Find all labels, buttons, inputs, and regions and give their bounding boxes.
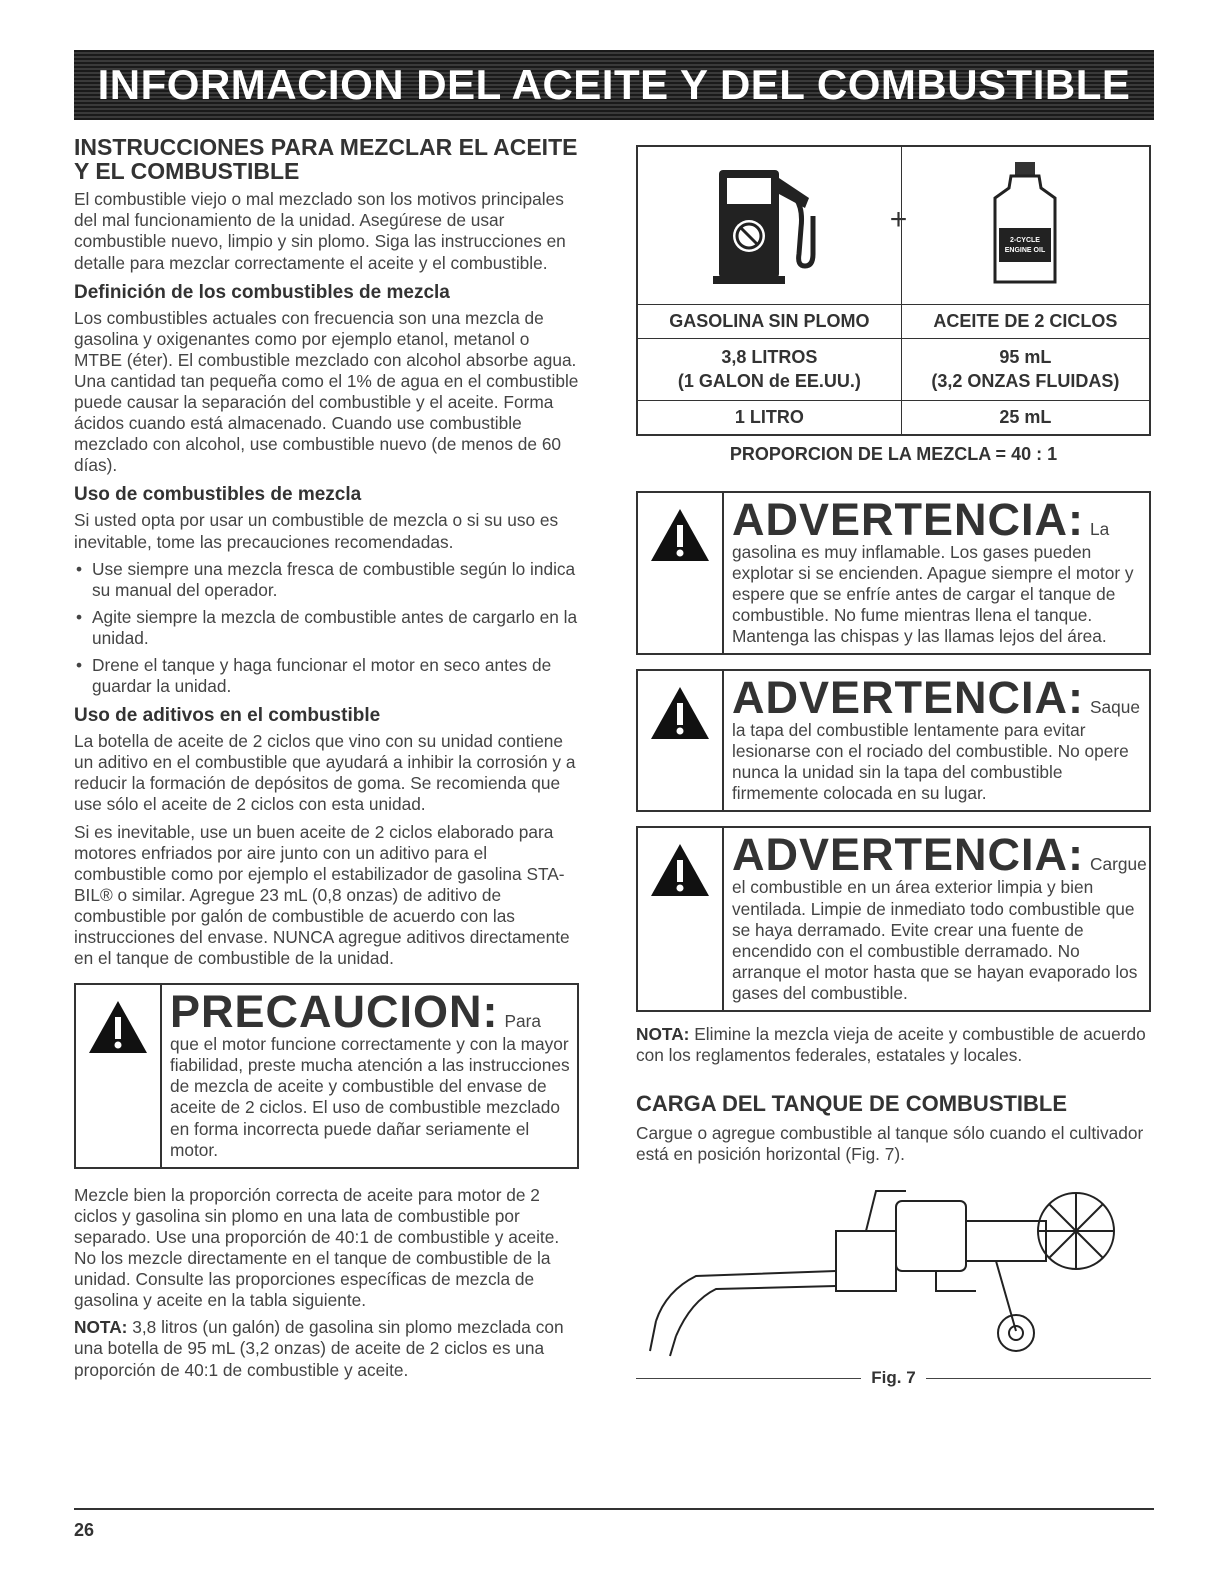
right-note [636,1024,1151,1066]
bottle-label-line-1: 2-CYCLE [1010,237,1041,244]
table-cell-line: 95 mL [999,347,1052,367]
fill-tank-heading: CARGA DEL TANQUE DE COMBUSTIBLE [636,1091,1068,1117]
caption-rule [636,1378,861,1379]
table-cell-line: 3,8 LITROS [721,347,818,367]
mix-paragraph: Mezcle bien la proporción correcta de aceite para motor de 2 ciclos y gasolina sin plomo en una lata de combustible por separado. Use una proporción de 40:1 de combustible y aceite. No los mezcle directamente en el tanque de combustible de la unidad. Consulte las proporciones específicas de mezcla de gasolina y aceite en la tabla siguiente. [74,1184,560,1311]
warning-icon-cell [638,493,724,653]
additive-paragraph-1: La botella de aceite de 2 ciclos que vino con su unidad contiene un aditivo en el combustible que ayudará a inhibir la corrosión y a reducir la formación de depósitos de goma. Se recomienda que use sólo el aceite de 2 ciclos con esta unidad. [74,731,576,815]
warning-content [724,493,1149,653]
note-text: 3,8 litros (un galón) de gasolina sin plomo mezclada con una botella de 95 mL (3,2 onzas) de aceite de 2 ciclos es una proporción de 40:1 de combustible y aceite. [74,1317,564,1380]
fuel-mix-table [636,145,1151,436]
warning-triangle-icon [87,999,149,1055]
caution-box [74,983,579,1169]
note-text: Elimine la mezcla vieja de aceite y combustible de acuerdo con los reglamentos federales, estatales y locales. [636,1024,1146,1066]
warning-text: Cargue el combustible en un área exterior limpia y bien ventilada. Limpie de inmediato todo combustible que se haya derramado. Evite crear una fuente de encendido con el combustible derramado. No arranque el motor hasta que se hayan evaporado los gases del combustible. [732,854,1147,1003]
precautions-list [74,559,579,698]
table-header-gasoline: GASOLINA SIN PLOMO [637,305,901,339]
warning-text: La gasolina es muy inflamable. Los gases pueden explotar si se encienden. Apague siempre el motor y espere que se enfríe antes de cargar el tanque de combustible. No fume mientras llena el tanque. Mantenga las chispas y las llamas lejos del área. [732,518,1134,646]
gas-pump-icon [709,158,829,288]
list-item: • Drene el tanque y haga funcionar el motor en seco antes de guardar la unidad. [74,655,579,697]
warning-content [724,671,1149,810]
table-cell: 25 mL [901,400,1150,435]
caption-rule [926,1378,1151,1379]
caution-text: Para que el motor funcione correctamente y con la mayor fiabilidad, preste mucha atención a las instrucciones de mezcla de aceite y combustible del envase de aceite de 2 ciclos. El uso de combustible mezclado en forma incorrecta puede dañar seriamente el motor. [170,1011,570,1160]
warning-triangle-icon [649,507,711,563]
definition-heading: Definición de los combustibles de mezcla [74,281,450,303]
definition-paragraph: Los combustibles actuales con frecuencia son una mezcla de gasolina y oxigenantes como por ejemplo etanol, metanol o MTBE (éter). El combustible mezclado con alcohol absorbe agua. Una cantidad tan pequeña como el 1% de agua en el combustible puede causar la separación del combustible y el aceite. Forma ácidos cuando está almacenado. Cuando use combustible mezclado con alcohol, use combustible nuevo (de menos de 60 días). [74,307,579,476]
warning-box-2 [636,669,1151,812]
additive-paragraph-2: Si es inevitable, use un buen aceite de 2 ciclos elaborado para motores enfriados por aire junto con un aditivo para el combustible como por ejemplo el estabilizador de gasolina STA-BIL® o similar. Agregue 23 mL (0,8 onzas) de aditivo de combustible por galón de combustible de acuerdo con las instrucciones del envase. NUNCA agregue aditivos directamente en el tanque de combustible de la unidad. [74,821,570,969]
table-cell-line: (3,2 ONZAS FLUIDAS) [931,371,1120,392]
warning-heading: ADVERTENCIA: [732,829,1085,881]
plus-sign: + [889,203,908,236]
warning-triangle-icon [649,685,711,741]
bottle-label-line-2: ENGINE OIL [1005,247,1046,254]
right-column [636,145,1151,1388]
page-number: 26 [74,1520,95,1540]
fill-tank-paragraph: Cargue o agregue combustible al tanque sólo cuando el cultivador está en posición horizontal (Fig. 7). [636,1123,1144,1165]
tiller-illustration [636,1171,1151,1361]
table-header-oil: ACEITE DE 2 CICLOS [901,305,1150,339]
list-item: • Agite siempre la mezcla de combustible antes de cargarlo en la unidad. [74,607,579,649]
warning-box-3 [636,826,1151,1012]
figure-7 [636,1171,1151,1388]
table-cell: 1 LITRO [637,400,901,435]
table-cell [901,339,1150,401]
note-label: NOTA: [636,1024,690,1044]
header-banner [74,50,1154,120]
warning-text: Saque la tapa del combustible lentamente para evitar lesionarse con el rociado del combustible. No opere nunca la unidad sin la tapa del combustible firmemente colocada en su lugar. [732,697,1140,804]
warning-heading: ADVERTENCIA: [732,672,1085,724]
page-title: INFORMACION DEL ACEITE Y DEL COMBUSTIBLE [97,61,1131,108]
blend-use-paragraph: Si usted opta por usar un combustible de mezcla o si su uso es inevitable, tome las precauciones recomendadas. [74,510,559,552]
warning-heading: ADVERTENCIA: [732,493,1085,545]
left-note [74,1317,579,1380]
note-label: NOTA: [74,1317,128,1338]
figure-caption-row [636,1368,1151,1388]
mixing-section-title: INSTRUCCIONES PARA MEZCLAR EL ACEITE Y EL COMBUSTIBLE [74,134,578,185]
warning-triangle-icon [649,842,711,898]
warning-content [724,828,1153,1010]
oil-bottle-icon [985,158,1065,288]
table-cell [637,339,901,401]
oil-bottle-image-cell [889,146,1150,305]
figure-caption: Fig. 7 [871,1368,916,1388]
footer-rule [74,1508,1154,1510]
mix-ratio: PROPORCION DE LA MEZCLA = 40 : 1 [729,443,1058,464]
warning-box-1 [636,491,1151,655]
warning-icon-cell [638,828,724,1010]
caution-icon-cell [76,985,162,1167]
intro-paragraph: El combustible viejo o mal mezclado son los motivos principales del mal funcionamiento de la unidad. Asegúrese de usar combustible nuevo, limpio y sin plomo. Siga las instrucciones en detalle para mezclar correctamente el aceite y el combustible. [74,189,566,273]
caution-heading: PRECAUCION: [170,986,499,1038]
table-cell-line: (1 GALON de EE.UU.) [677,371,861,392]
left-column [74,135,579,1381]
blend-use-heading: Uso de combustibles de mezcla [74,484,362,506]
caution-content [162,985,577,1167]
additive-heading: Uso de aditivos en el combustible [74,705,381,727]
warning-icon-cell [638,671,724,810]
gas-pump-image-cell [637,146,901,305]
list-item: • Use siempre una mezcla fresca de combustible según lo indica su manual del operador. [74,559,579,601]
